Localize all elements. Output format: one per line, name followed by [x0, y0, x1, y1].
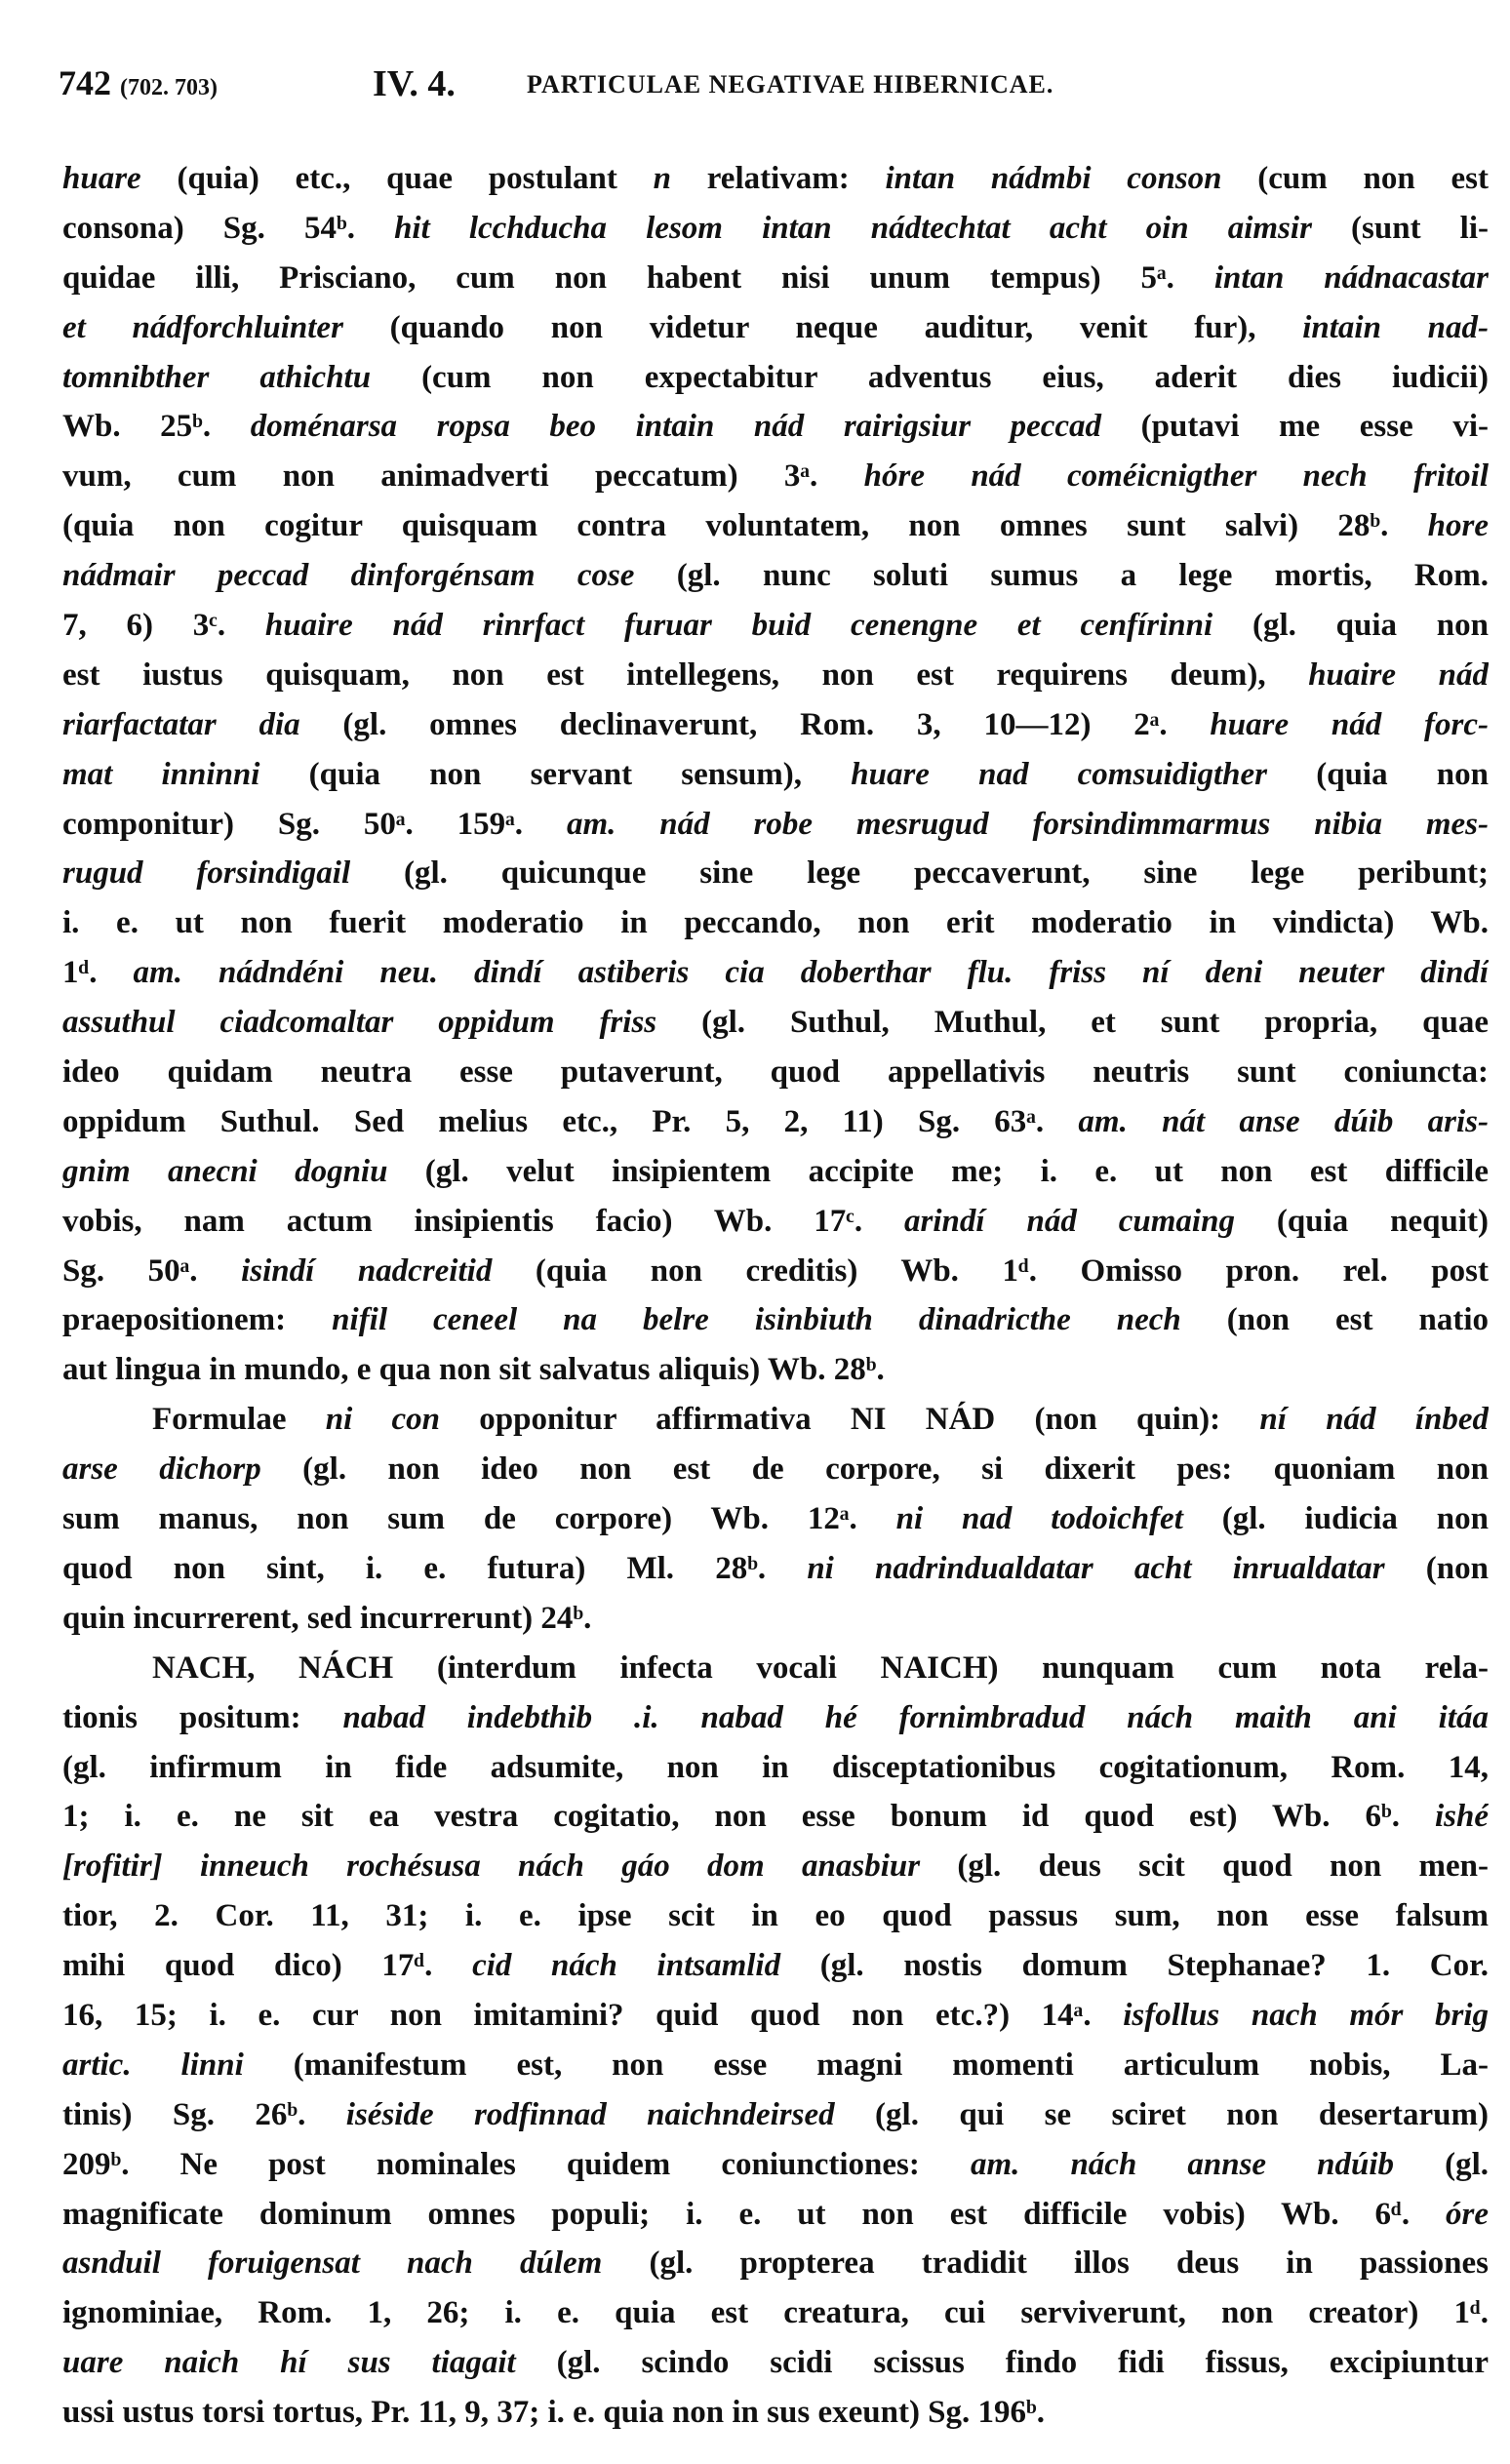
page-refs: (702. 703) — [120, 75, 218, 100]
text-line — [62, 2041, 1489, 2090]
text-line — [62, 800, 1489, 850]
latin-text: ignominiae, Rom. 1, 26; i. e. quia est creatura, cui serviverunt, non creator) 1ᵈ. — [62, 2295, 1489, 2331]
text-line — [62, 1247, 1489, 1296]
irish-gloss-text: nifil ceneel na belre isinbiuth dinadricthe nech — [332, 1302, 1181, 1338]
irish-gloss-text: am. nát anse dúib aris- — [1078, 1103, 1489, 1139]
latin-text: (gl. infirmum in fide adsumite, non in disceptationibus cogitationum, Rom. 14, — [62, 1749, 1489, 1785]
text-line — [62, 601, 1489, 651]
latin-text: praepositionem: — [62, 1302, 333, 1338]
irish-gloss-text: [rofitir] inneuch rochésusa nách gáo dom anasbiur — [62, 1848, 921, 1885]
latin-text: (cum non expectabitur adventus eius, aderit dies iudicii) — [371, 359, 1489, 395]
latin-text: (quia) etc., quae postulant — [140, 161, 654, 196]
section-title: PARTICULAE NEGATIVAE HIBERNICAE. — [527, 70, 1054, 99]
latin-text: ideo quidam neutra esse putaverunt, quod appellativis neutris sunt coniuncta: — [62, 1054, 1489, 1091]
latin-text: consona) Sg. 54ᵇ. — [62, 210, 395, 246]
text-line — [62, 402, 1489, 452]
latin-text: (gl. propterea tradidit illos deus in passiones — [602, 2245, 1489, 2282]
latin-text: (quia non servant sensum), — [259, 756, 852, 792]
text-line — [62, 1147, 1489, 1197]
latin-text: sum manus, non sum de corpore) Wb. 12ᵃ. — [62, 1501, 896, 1537]
latin-text: (gl. non ideo non est de corpore, si dixerit pes: quoniam non — [260, 1451, 1489, 1488]
irish-gloss-text: ishé — [1434, 1799, 1489, 1835]
irish-gloss-text: isfollus nach mór brig — [1123, 1997, 1489, 2033]
latin-text: est iustus quisquam, non est intellegens, non est requirens deum), — [62, 656, 1309, 693]
text-line — [62, 1743, 1489, 1793]
irish-gloss-text: isindí nadcreitid — [241, 1252, 493, 1289]
latin-text: (gl. — [1394, 2146, 1489, 2182]
text-line — [62, 452, 1489, 501]
irish-gloss-text: ni con — [325, 1402, 440, 1438]
irish-gloss-text: uare naich hí sus tiagait — [62, 2345, 516, 2381]
body-text — [62, 154, 1489, 2438]
latin-text: Sg. 50ᵃ. — [62, 1252, 242, 1289]
latin-text: (gl. omnes declinaverunt, Rom. 3, 10—12) 2ᵃ. — [299, 706, 1211, 742]
irish-gloss-text: intan nádmbi conson — [885, 161, 1222, 196]
latin-text: (gl. quicunque sine lege peccaverunt, sine lege peribunt; — [350, 855, 1489, 892]
irish-gloss-text: mat inninni — [62, 756, 260, 792]
latin-text: aut lingua in mundo, e qua non sit salvatus aliquis) Wb. 28ᵇ. — [62, 1352, 885, 1388]
latin-text: 16, 15; i. e. cur non imitamini? quid quod non etc.?) 14ᵃ. — [62, 1997, 1124, 2033]
latin-text: (sunt li- — [1311, 210, 1489, 246]
latin-text: (gl. scindo scidi scissus findo fidi fissus, excipiuntur — [515, 2345, 1489, 2381]
latin-text: (putavi me esse vi- — [1101, 409, 1489, 445]
text-line — [62, 2338, 1489, 2388]
latin-text: quidae illi, Prisciano, cum non habent nisi unum tempus) 5ᵃ. — [62, 259, 1214, 296]
latin-text: 1; i. e. ne sit ea vestra cogitatio, non esse bonum id quod est) Wb. 6ᵇ. — [62, 1799, 1435, 1835]
text-line — [62, 998, 1489, 1048]
latin-text: vum, cum non animadverti peccatum) 3ᵃ. — [62, 458, 864, 495]
latin-text: (gl. deus scit quod non men- — [920, 1848, 1489, 1885]
irish-gloss-text: intan nádnacastar — [1213, 259, 1489, 296]
text-line — [62, 1048, 1489, 1097]
text-line — [62, 651, 1489, 700]
latin-text: (quando non videtur neque auditur, venit fur), — [342, 309, 1303, 345]
latin-text: tior, 2. Cor. 11, 31; i. e. ipse scit in eo quod passus sum, non esse falsum — [62, 1898, 1489, 1934]
text-line — [62, 2239, 1489, 2288]
text-line — [62, 501, 1489, 551]
text-line — [62, 898, 1489, 948]
latin-text: Wb. 25ᵇ. — [62, 409, 251, 445]
text-line — [62, 2190, 1489, 2240]
text-line — [62, 2288, 1489, 2338]
latin-text: 209ᵇ. Ne post nominales quidem coniunctiones: — [62, 2146, 971, 2182]
irish-gloss-text: rugud forsindigail — [62, 855, 351, 892]
text-line — [62, 204, 1489, 254]
text-line — [62, 303, 1489, 353]
latin-text: magnificate dominum omnes populi; i. e. ut non est difficile vobis) Wb. 6ᵈ. — [62, 2196, 1446, 2232]
latin-text: mihi quod dico) 17ᵈ. — [62, 1948, 473, 1984]
latin-text: (quia nequit) — [1234, 1203, 1489, 1239]
text-line — [62, 1792, 1489, 1842]
irish-gloss-text: artic. linni — [62, 2047, 244, 2083]
text-line — [62, 1891, 1489, 1941]
text-line — [62, 2140, 1489, 2190]
text-line — [62, 2388, 1489, 2438]
latin-text: (cum non est — [1221, 161, 1489, 196]
latin-text: (gl. nunc soluti sumus a lege mortis, Rom. — [634, 558, 1489, 594]
text-line — [62, 1842, 1489, 1891]
text-line — [62, 948, 1489, 998]
text-line — [62, 154, 1489, 204]
text-line — [62, 1197, 1489, 1247]
irish-gloss-text: intain nad- — [1302, 309, 1489, 345]
latin-text: (manifestum est, non esse magni momenti articulum nobis, La- — [243, 2047, 1489, 2083]
latin-text: (quia non cogitur quisquam contra voluntatem, non omnes sunt salvi) 28ᵇ. — [62, 508, 1428, 544]
irish-gloss-text: n — [653, 161, 671, 196]
latin-text: (quia non creditis) Wb. 1ᵈ. Omisso pron. rel. post — [492, 1252, 1489, 1289]
latin-text: vobis, nam actum insipientis facio) Wb. 17ᶜ. — [62, 1203, 905, 1239]
irish-gloss-text: huare nad comsuidigther — [851, 756, 1268, 792]
irish-gloss-text: arindí nád cumaing — [904, 1203, 1235, 1239]
latin-text: NACH, NÁCH (interdum infecta vocali NAICH) nunquam cum nota rela- — [152, 1649, 1489, 1686]
page-number — [59, 62, 218, 103]
text-line — [62, 2090, 1489, 2140]
latin-text: ussi ustus torsi tortus, Pr. 11, 9, 37; i. e. quia non in sus exeunt) Sg. 196ᵇ. — [62, 2395, 1045, 2431]
irish-gloss-text: ni nadrindualdatar acht inrualdatar — [807, 1550, 1385, 1586]
irish-gloss-text: ní nád ínbed — [1259, 1402, 1489, 1438]
irish-gloss-text: hit lcchducha lesom intan nádtechtat acht oin aimsir — [394, 210, 1312, 246]
irish-gloss-text: asnduil foruigensat nach dúlem — [62, 2245, 603, 2282]
text-line — [62, 1445, 1489, 1494]
text-line — [62, 1295, 1489, 1345]
irish-gloss-text: nádmair peccad dinforgénsam cose — [62, 558, 635, 594]
latin-text: tionis positum: — [62, 1699, 343, 1735]
latin-text: (gl. nostis domum Stephanae? 1. Cor. — [780, 1948, 1489, 1984]
text-line — [62, 254, 1489, 303]
irish-gloss-text: gnim anecni dogniu — [62, 1153, 388, 1189]
text-line — [62, 1097, 1489, 1147]
irish-gloss-text: huare nád forc- — [1210, 706, 1489, 742]
latin-text: oppidum Suthul. Sed melius etc., Pr. 5, 2, 11) Sg. 63ᵃ. — [62, 1103, 1079, 1139]
text-line — [62, 1594, 1489, 1644]
latin-text: 1ᵈ. — [62, 955, 134, 991]
text-line — [62, 849, 1489, 898]
irish-gloss-text: cid nách intsamlid — [472, 1948, 781, 1984]
text-line — [62, 1494, 1489, 1544]
irish-gloss-text: huare — [62, 161, 141, 196]
irish-gloss-text: am. nádndéni neu. dindí astiberis cia doberthar flu. friss ní deni neuter dindí — [133, 955, 1489, 991]
latin-text: opponitur affirmativa NI NÁD (non quin): — [440, 1402, 1260, 1438]
irish-gloss-text: ni nad todoichfet — [895, 1501, 1183, 1537]
irish-gloss-text: riarfactatar dia — [62, 706, 300, 742]
latin-text: (gl. Suthul, Muthul, et sunt propria, quae — [656, 1005, 1489, 1041]
latin-text: (non — [1384, 1550, 1489, 1586]
text-line — [62, 1991, 1489, 2041]
text-line — [62, 1941, 1489, 1991]
latin-text: i. e. ut non fuerit moderatio in peccando, non erit moderatio in vindicta) Wb. — [62, 905, 1489, 941]
irish-gloss-text: nabad indebthib .i. nabad hé fornimbradud nách maith ani itáa — [342, 1699, 1489, 1735]
latin-text: quin incurrerent, sed incurrerunt) 24ᵇ. — [62, 1600, 592, 1636]
text-line — [62, 750, 1489, 800]
latin-text: (gl. quia non — [1212, 608, 1489, 644]
irish-gloss-text: assuthul ciadcomaltar oppidum friss — [62, 1005, 657, 1041]
latin-text: 7, 6) 3ᶜ. — [62, 608, 265, 644]
irish-gloss-text: arse dichorp — [62, 1451, 261, 1488]
irish-gloss-text: iséside rodfinnad naichndeirsed — [345, 2096, 835, 2132]
irish-gloss-text: am. nád robe mesrugud forsindimmarmus nibia mes- — [566, 806, 1489, 842]
irish-gloss-text: huaire nád — [1308, 656, 1489, 693]
irish-gloss-text: am. nách annse ndúib — [970, 2146, 1395, 2182]
text-line — [62, 1544, 1489, 1594]
irish-gloss-text: doménarsa ropsa beo intain nád rairigsiur peccad — [250, 409, 1102, 445]
latin-text: componitur) Sg. 50ᵃ. 159ᵃ. — [62, 806, 567, 842]
text-line — [62, 551, 1489, 601]
latin-text: quod non sint, i. e. futura) Ml. 28ᵇ. — [62, 1550, 808, 1586]
text-line — [62, 1395, 1489, 1445]
latin-text: relativam: — [670, 161, 886, 196]
irish-gloss-text: óre — [1446, 2196, 1489, 2232]
latin-text: (quia non — [1267, 756, 1489, 792]
text-line — [62, 1644, 1489, 1693]
latin-text: Formulae — [152, 1402, 326, 1438]
page-number-text: 742 — [59, 63, 111, 102]
running-header — [59, 62, 1492, 113]
latin-text: tinis) Sg. 26ᵇ. — [62, 2096, 346, 2132]
text-line — [62, 353, 1489, 403]
latin-text: (gl. iudicia non — [1182, 1501, 1489, 1537]
latin-text: (gl. qui se sciret non desertarum) — [834, 2096, 1489, 2132]
text-line — [62, 1345, 1489, 1395]
latin-text: (gl. velut insipientem accipite me; i. e. ut non est difficile — [387, 1153, 1489, 1189]
irish-gloss-text: et nádforchluinter — [62, 309, 343, 345]
irish-gloss-text: hore — [1427, 508, 1489, 544]
irish-gloss-text: huaire nád rinrfact furuar buid cenengne et cenfírinni — [264, 608, 1213, 644]
text-line — [62, 700, 1489, 750]
latin-text: (non est natio — [1180, 1302, 1489, 1338]
irish-gloss-text: tomnibther athichtu — [62, 359, 372, 395]
section-number: IV. 4. — [373, 63, 456, 104]
irish-gloss-text: hóre nád coméicnigther nech fritoil — [863, 458, 1489, 495]
text-line — [62, 1693, 1489, 1743]
